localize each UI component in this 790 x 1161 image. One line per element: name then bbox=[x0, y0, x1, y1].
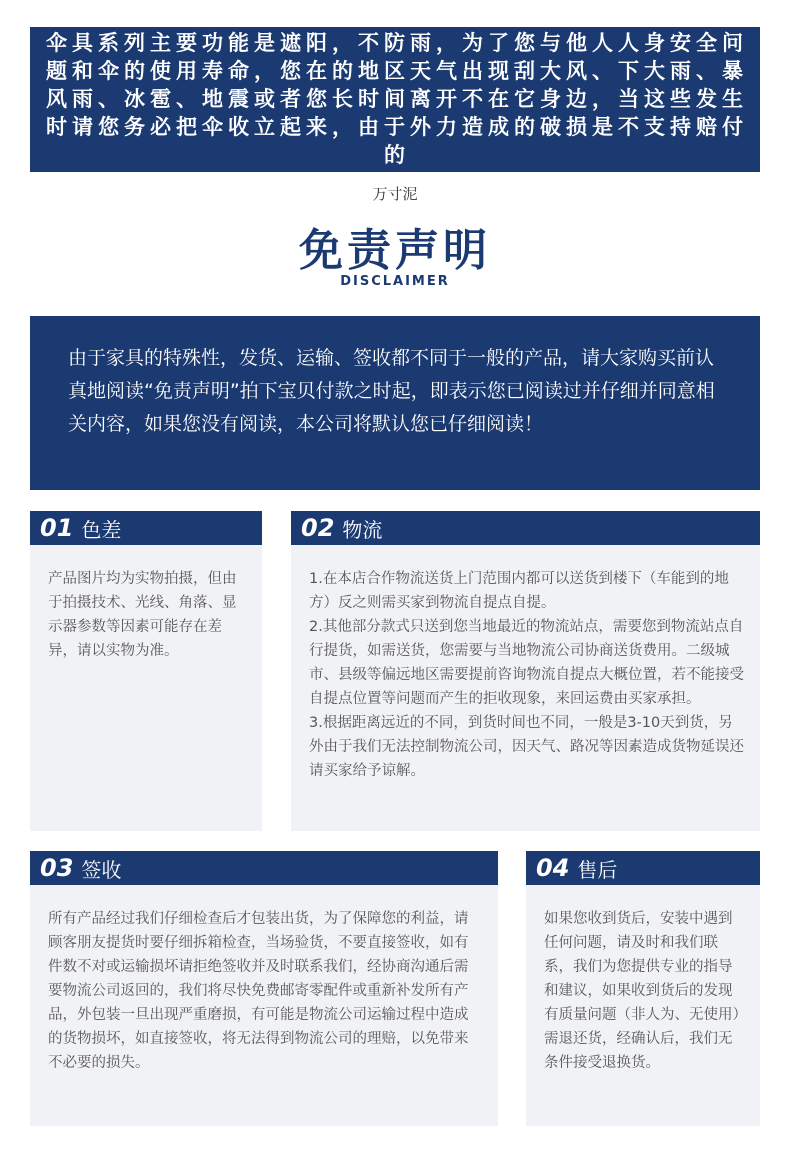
top-notice-banner: 伞具系列主要功能是遮阳，不防雨，为了您与他人人身安全问题和伞的使用寿命，您在的地区天气出现刮大风、下大雨、暴风雨、冰雹、地震或者您长时间离开不在它身边，当这些发生时请您务必把伞收立起来，由于外力造成的破损是不支持赔付的 bbox=[30, 27, 760, 172]
section-signing bbox=[30, 851, 498, 1126]
section-body: 1.在本店合作物流送货上门范围内都可以送货到楼下（车能到的地方）反之则需买家到物流自提点自提。 2.其他部分款式只送到您当地最近的物流站点，需要您到物流站点自行提货，如需送货，您需要与当地物流公司协商送货费用。二级城市、县级等偏远地区需要提前咨询物流自提点大概位置，若不能接受自提点位置等问题而产生的拒收现象，来回运费由买家承担。 3.根据距离远近的不同，到货时间也不同，一般是3-10天到货，另外由于我们无法控制物流公司，因天气、路况等因素造成货物延误还请买家给予谅解。 bbox=[309, 571, 744, 779]
intro-block: 由于家具的特殊性，发货、运输、签收都不同于一般的产品，请大家购买前认真地阅读“免责声明”拍下宝贝付款之时起，即表示您已阅读过并仔细并同意相关内容，如果您没有阅读，本公司将默认您已仔细阅读！ bbox=[30, 316, 760, 490]
page-subtitle: DISCLAIMER bbox=[340, 274, 450, 289]
section-header bbox=[526, 851, 760, 885]
brand-name: 万寸泥 bbox=[372, 185, 418, 203]
section-header bbox=[30, 511, 262, 545]
section-number: 02 bbox=[301, 514, 335, 542]
page-title: 免责声明 bbox=[299, 225, 491, 276]
section-number: 03 bbox=[40, 854, 74, 882]
section-body: 产品图片均为实物拍摄，但由于拍摄技术、光线、角落、显示器参数等因素可能存在差异，请以实物为准。 bbox=[48, 571, 237, 659]
section-title: 色差 bbox=[81, 517, 122, 542]
section-body: 所有产品经过我们仔细检查后才包装出货，为了保障您的利益，请顾客朋友提货时要仔细拆箱检查，当场验货，不要直接签收，如有件数不对或运输损坏请拒绝签收并及时联系我们，经协商沟通后需要物流公司返回的，我们将尽快免费邮寄零配件或重新补发所有产品，外包装一旦出现严重磨损，有可能是物流公司运输过程中造成的货物损坏，如直接签收，将无法得到物流公司的理赔，以免带来不必要的损失。 bbox=[48, 911, 469, 1071]
section-title: 物流 bbox=[342, 517, 383, 542]
section-header bbox=[291, 511, 760, 545]
section-title: 签收 bbox=[81, 857, 122, 882]
section-color-difference bbox=[30, 511, 262, 831]
section-body: 如果您收到货后，安装中遇到任何问题，请及时和我们联系，我们为您提供专业的指导和建议，如果收到货后的发现有质量问题（非人为、无使用）需退还货，经确认后，我们无条件接受退换货。 bbox=[544, 911, 740, 1071]
section-title: 售后 bbox=[577, 857, 618, 882]
section-logistics bbox=[291, 511, 760, 831]
section-number: 01 bbox=[40, 514, 74, 542]
section-number: 04 bbox=[536, 854, 570, 882]
section-after-sales bbox=[526, 851, 760, 1126]
section-header bbox=[30, 851, 498, 885]
